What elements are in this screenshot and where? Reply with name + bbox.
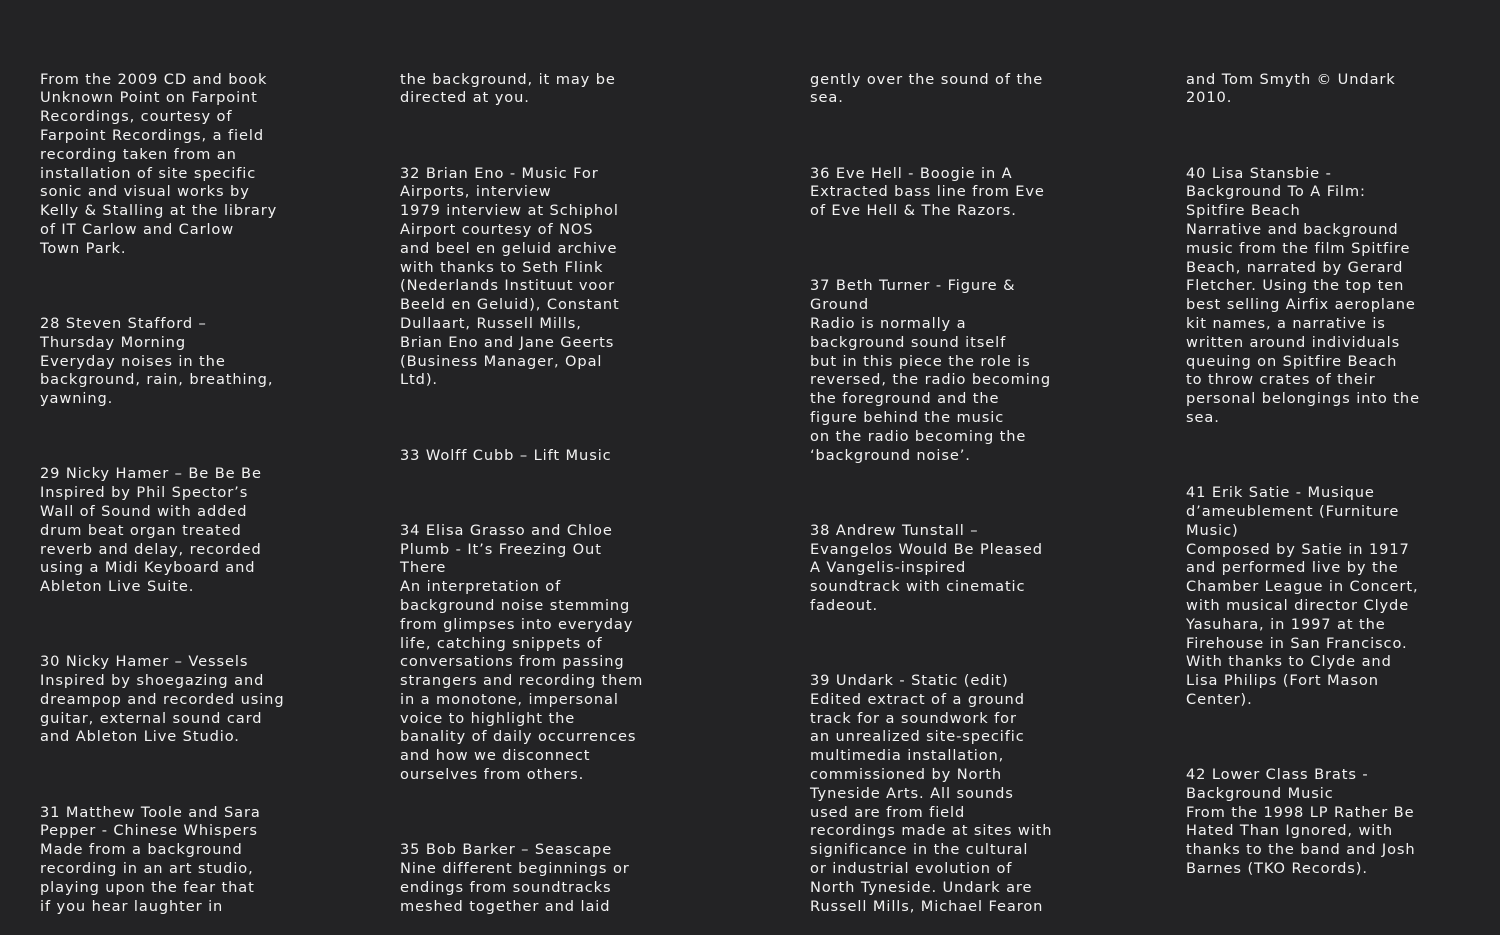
liner-notes-column-3 <box>810 33 1052 935</box>
notes-paragraph-intro: From the 2009 CD and book Unknown Point on Farpoint Recordings, courtesy of Farpoint Recordings, a field recording taken from an installation of site specific sonic and visual works by Kelly & Stalling at the library of IT Carlow and Carlow Town Park. <box>40 70 278 257</box>
track-entry-31-continued: the background, it may be directed at you. <box>400 70 616 107</box>
track-entry-29: 29 Nicky Hamer – Be Be Be Inspired by Phil Spector’s Wall of Sound with added drum beat organ treated reverb and delay, recorded using a Midi Keyboard and Ableton Live Suite. <box>40 465 262 596</box>
track-entry-33: 33 Wolff Cubb – Lift Music <box>400 446 612 464</box>
liner-notes-column-2 <box>400 33 643 935</box>
track-entry-36: 36 Eve Hell - Boogie in A Extracted bass line from Eve of Eve Hell & The Razors. <box>810 164 1045 220</box>
track-entry-28: 28 Steven Stafford – Thursday Morning Everyday noises in the background, rain, breathing, yawning. <box>40 314 274 408</box>
track-entry-35: 35 Bob Barker – Seascape Nine different beginnings or endings from soundtracks meshed together and laid <box>400 841 630 915</box>
track-entry-38: 38 Andrew Tunstall – Evangelos Would Be Pleased A Vangelis-inspired soundtrack with cinematic fadeout. <box>810 521 1043 614</box>
track-entry-39: 39 Undark - Static (edit) Edited extract of a ground track for a soundwork for an unrealized site-specific multimedia installation, commissioned by North Tyneside Arts. All sounds used are from field recordings made at sites with significance in the cultural or industrial evolution of North Tyneside. Undark are Russell Mills, Michael Fearon <box>810 672 1053 915</box>
track-entry-32: 32 Brian Eno - Music For Airports, interview 1979 interview at Schiphol Airport courtesy of NOS and beel en geluid archive with thanks to Seth Flink (Nederlands Instituut voor Beeld en Geluid), Constant Dullaart, Russell Mills, Brian Eno and Jane Geerts (Business Manager, Opal Ltd). <box>400 164 620 389</box>
track-entry-42: 42 Lower Class Brats - Background Music From the 1998 LP Rather Be Hated Than Ignored, with thanks to the band and Josh Barnes (TKO Records). <box>1186 766 1416 878</box>
track-entry-34: 34 Elisa Grasso and Chloe Plumb - It’s Freezing Out There An interpretation of background noise stemming from glimpses into everyday life, catching snippets of conversations from passing strangers and recording them in a monotone, impersonal voice to highlight the banality of daily occurrences and how we disconnect ourselves from others. <box>400 521 644 784</box>
track-entry-41: 41 Erik Satie - Musique d’ameublement (Furniture Music) Composed by Satie in 1917 and performed live by the Chamber League in Concert, with musical director Clyde Yasuhara, in 1997 at the Firehouse in San Francisco. With thanks to Clyde and Lisa Philips (Fort Mason Center). <box>1186 484 1419 708</box>
liner-notes-column-1 <box>40 33 285 935</box>
track-entry-40: 40 Lisa Stansbie - Background To A Film: Spitfire Beach Narrative and background music from the film Spitfire Beach, narrated by Gerard Fletcher. Using the top ten best selling Airfix aeroplane kit names, a narrative is written around individuals queuing on Spitfire Beach to throw crates of their personal belongings into the sea. <box>1186 164 1420 426</box>
track-entry-39-continued: and Tom Smyth © Undark 2010. <box>1186 70 1396 107</box>
track-entry-31: 31 Matthew Toole and Sara Pepper - Chinese Whispers Made from a background recording in an art studio, playing upon the fear that if you hear laughter in <box>40 803 261 915</box>
track-entry-37: 37 Beth Turner - Figure & Ground Radio is normally a background sound itself but in this piece the role is reversed, the radio becoming the foreground and the figure behind the music on the radio becoming the ‘background noise’. <box>810 277 1051 464</box>
liner-notes-column-4 <box>1186 33 1420 898</box>
track-entry-30: 30 Nicky Hamer – Vessels Inspired by shoegazing and dreampop and recorded using guitar, external sound card and Ableton Live Studio. <box>40 653 285 746</box>
track-entry-35-continued: gently over the sound of the sea. <box>810 70 1044 107</box>
